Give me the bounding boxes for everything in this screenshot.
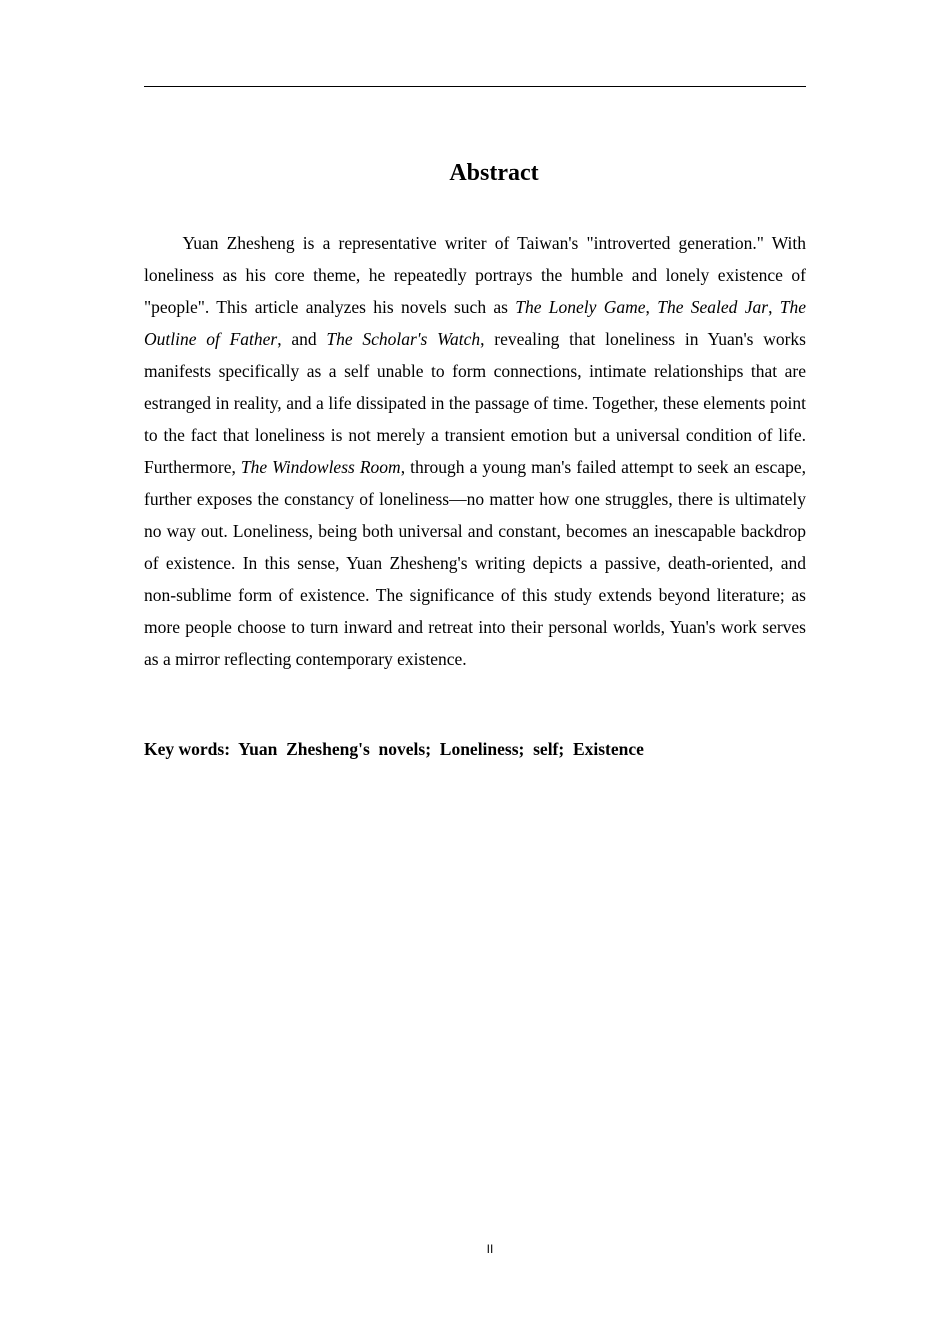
- book-title-scholars-watch: The Scholar's Watch: [326, 329, 481, 349]
- keywords-label: Key words:: [144, 739, 231, 759]
- book-title-lonely-game: The Lonely Game: [515, 297, 646, 317]
- abstract-text-segment: , and: [277, 329, 327, 349]
- page-number: II: [486, 1242, 494, 1256]
- book-title-outline-of-father: The Outline of Father: [144, 297, 806, 349]
- book-title-windowless-room: The Windowless Room: [240, 457, 401, 477]
- abstract-text-segment: , revealing that loneliness in Yuan's works manifests specifically as a self unable to form connections, intimate relationships that are estranged in reality, and a life dissipated in the passage of time. Together, these elements point to the fact that loneliness is not merely a transient emotion but a universal condition of life. Furthermore,: [144, 329, 806, 477]
- header-rule: [144, 86, 806, 87]
- abstract-text-segment: ,: [645, 297, 658, 317]
- abstract-text-segment: , through a young man's failed attempt to seek an escape, further exposes the constancy of loneliness—no matter how one struggles, there is ultimately no way out. Loneliness, being both universal and constant, becomes an inescapable backdrop of existence. In this sense, Yuan Zhesheng's writing depicts a passive, death-oriented, and non-sublime form of existence. The significance of this study extends beyond literature; as more people choose to turn inward and retreat into their personal worlds, Yuan's work serves as a mirror reflecting contemporary existence.: [144, 457, 806, 669]
- abstract-paragraph: [144, 227, 806, 675]
- abstract-text-segment: Yuan Zhesheng is a representative writer of Taiwan's "introverted generation." With loneliness as his core theme, he repeatedly portrays the humble and lonely existence of "people". This article analyzes his novels such as: [144, 233, 806, 317]
- abstract-text-segment: ,: [768, 297, 780, 317]
- keywords-list: Yuan Zhesheng's novels; Loneliness; self; Existence: [238, 739, 644, 759]
- book-title-sealed-jar: The Sealed Jar: [657, 297, 769, 317]
- abstract-title: Abstract: [449, 160, 539, 186]
- keywords-line: [144, 733, 806, 765]
